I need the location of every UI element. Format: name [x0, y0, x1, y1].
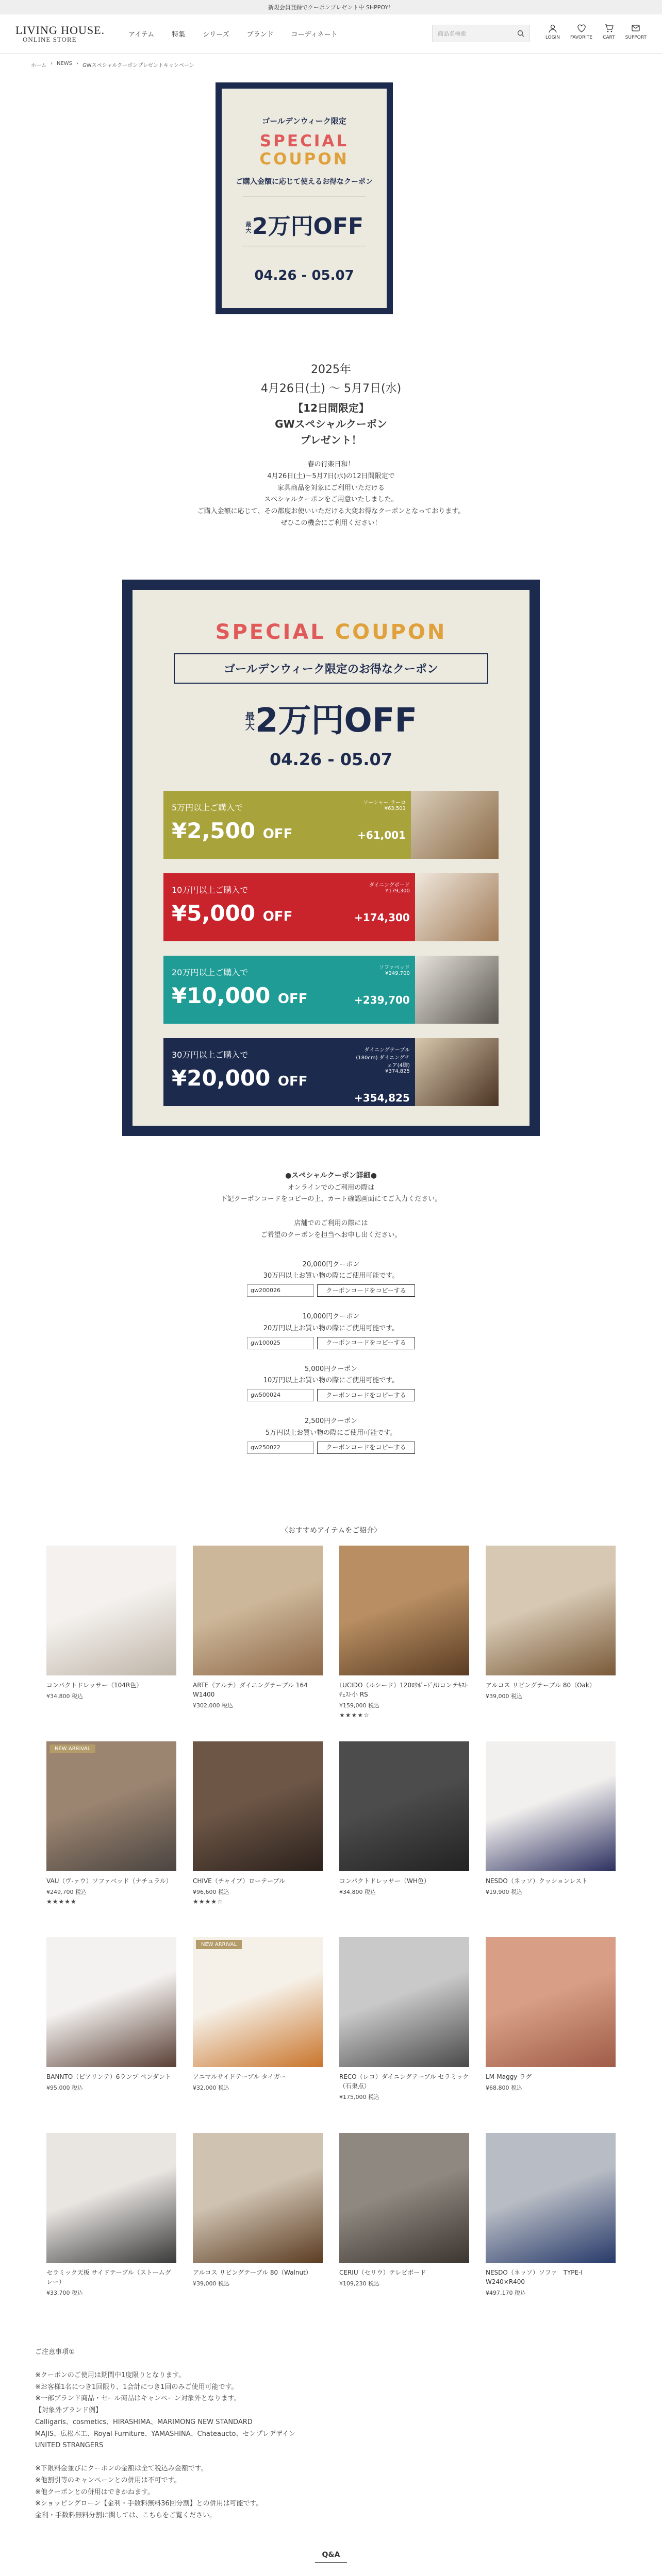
- nav-item-coordinate[interactable]: コーディネート: [291, 31, 338, 39]
- nav-item-features[interactable]: 特集: [172, 31, 186, 39]
- product-image[interactable]: [486, 1937, 616, 2067]
- product-image[interactable]: [193, 1937, 323, 2067]
- nav-item-series[interactable]: シリーズ: [203, 31, 229, 39]
- note-line: ※ショッピングローン【金利・手数料無料36回分割】との併用は可能です。: [35, 2500, 263, 2508]
- product-card[interactable]: [193, 1741, 323, 1905]
- campaign-banner-top: ゴールデンウィーク限定 SPECIAL COUPON ご購入金額に応じて使えるお得なクーポン 最大2万円OFF 04.26 - 05.07: [216, 82, 393, 314]
- rating-stars: ★★★★☆: [193, 1898, 223, 1905]
- search-icon[interactable]: [517, 30, 524, 37]
- search-input[interactable]: 商品名検索: [432, 25, 530, 42]
- product-price: ¥19,900 税込: [486, 1889, 522, 1895]
- note-line: MAJIS、広松木工、Royal Furniture、YAMASHINA、Chateaucto、センプレデザイン: [35, 2430, 295, 2438]
- support-icon: [631, 24, 640, 33]
- product-card[interactable]: [486, 2133, 616, 2297]
- product-name[interactable]: LUCIDO（ルシード）120ﾛｳﾎﾞｰﾄﾞ/Uコンテｷｽﾄﾁｪｽﾄ小 RS: [339, 1682, 468, 1698]
- product-image[interactable]: [46, 2133, 176, 2263]
- cart-icon: [604, 24, 614, 33]
- note-line: ご注意事項①: [35, 2348, 75, 2356]
- coupon-item: 20,000円クーポン 30万円以上お買い物の際にご使用可能です。 gw200026 クーポンコードをコピーする: [0, 1259, 662, 1297]
- site-header: [0, 14, 662, 54]
- coupon-tier-4: 30万円以上ご購入で ¥20,000 OFF ダイニングテーブル(180cm) ダイニングチェア(4脚) ¥374,825 +354,825: [163, 1038, 499, 1106]
- product-name[interactable]: NESDO（ネッソ）クッションレスト: [486, 1877, 588, 1885]
- qa-section: [0, 2549, 662, 2576]
- product-image[interactable]: [486, 2133, 616, 2263]
- product-image[interactable]: [46, 1937, 176, 2067]
- product-card[interactable]: [486, 1741, 616, 1896]
- note-line: ※他割引等のキャンペーンとの併用は不可です。: [35, 2476, 181, 2484]
- breadcrumb-current: GWスペシャルクーポンプレゼントキャンペーン: [82, 63, 194, 69]
- heart-icon: [577, 24, 586, 33]
- notes-section: [35, 2347, 499, 2522]
- product-name[interactable]: BANNTO（ビアリンテ）6ランプ ペンダント: [46, 2073, 171, 2080]
- product-image[interactable]: [193, 1741, 323, 1871]
- coupon-info: ●スペシャルクーポン詳細● オンラインでのご利用の際は 下記クーポンコードをコピーの上、カート確認画面にてご入力ください。 店舗でのご利用の際には ご希望のクーポンを担当へお申し出ください。 20,000円クーポン 30万円以上お買い物の際にご使用可能です。 gw200026 クーポンコードをコピーする 10,000円クーポン 20万円以上お買い物の際にご使用可能です。 gw100025 クーポンコードをコピーする 5,000円クーポン 10万円以上お買い物の際にご使用可能です。 gw500024 クーポンコードをコピーする 2,500円クーポン 5万円以上お買い物の際にご使用可能です。 gw250022 クーポンコードをコピーする: [0, 1170, 662, 1454]
- product-card[interactable]: [339, 1741, 469, 1896]
- special-coupon-title: SPECIAL COUPON: [215, 620, 447, 644]
- coupon-code-field[interactable]: gw250022: [247, 1442, 314, 1454]
- note-line: [35, 2452, 499, 2463]
- product-price: ¥175,000 税込: [339, 2094, 379, 2100]
- coupon-code-field[interactable]: gw500024: [247, 1389, 314, 1401]
- breadcrumb: ホーム › NEWS › GWスペシャルクーポンプレゼントキャンペーン: [31, 61, 194, 69]
- product-name[interactable]: CERIU（セリウ）テレビボード: [339, 2269, 426, 2276]
- product-price: ¥95,000 税込: [46, 2084, 83, 2091]
- coupon-code-field[interactable]: gw100025: [247, 1337, 314, 1349]
- product-image[interactable]: [486, 1741, 616, 1871]
- product-price: ¥68,800 税込: [486, 2084, 522, 2091]
- product-image[interactable]: [486, 1546, 616, 1675]
- qa-title: Q&A: [315, 2551, 347, 2563]
- product-card[interactable]: [339, 2133, 469, 2287]
- copy-coupon-button[interactable]: クーポンコードをコピーする: [317, 1337, 415, 1349]
- copy-coupon-button[interactable]: クーポンコードをコピーする: [317, 1284, 415, 1297]
- product-name[interactable]: コンパクトドレッサー（WH色）: [339, 1877, 430, 1885]
- product-image[interactable]: [46, 1741, 176, 1871]
- product-price: ¥109,230 税込: [339, 2280, 379, 2287]
- product-image[interactable]: [339, 1546, 469, 1675]
- product-price: ¥497,170 税込: [486, 2290, 526, 2296]
- new-arrival-badge: NEW ARRIVAL: [196, 1940, 242, 1949]
- product-name[interactable]: コンパクトドレッサー（104R色）: [46, 1682, 143, 1689]
- product-price: ¥34,800 税込: [339, 1889, 376, 1895]
- global-nav: [128, 29, 338, 39]
- coupon-tier-1: 5万円以上ご購入で ¥2,500 OFF ソーシャー ラーロ ¥63,501 +61,001: [163, 791, 499, 859]
- tier-product-image: [415, 873, 499, 941]
- campaign-intro: 2025年 4月26日(土) 〜 5月7日(水) 【12日間限定】 GWスペシャルクーポン プレゼント！ 春の行楽日和！ 4月26日(土)〜5月7日(水)の12日間限定で 家具商品を対象にご利用いただける スペシャルクーポンをご用意いたしました。 ご購入金額に応じて、その都度お使いいただける大変お得なクーポンとなっております。 ぜひこの機会にご利用ください！: [197, 363, 465, 527]
- copy-coupon-button[interactable]: クーポンコードをコピーする: [317, 1442, 415, 1454]
- product-name[interactable]: CHIVE（チャイブ）ローテーブル: [193, 1877, 286, 1885]
- product-card[interactable]: [46, 1741, 176, 1905]
- product-card[interactable]: [486, 1937, 616, 2092]
- recommend-title: 〈おすすめアイテムをご紹介〉: [280, 1527, 382, 1535]
- product-price: ¥39,000 税込: [486, 1693, 522, 1700]
- product-name[interactable]: アルコス リビングテーブル 80（Oak）: [486, 1682, 595, 1689]
- new-arrival-badge: NEW ARRIVAL: [49, 1744, 95, 1753]
- coupon-tier-3: 20万円以上ご購入で ¥10,000 OFF ソファベッド ¥249,700 +239,700: [163, 956, 499, 1024]
- coupon-item: 5,000円クーポン 10万円以上お買い物の際にご使用可能です。 gw500024 クーポンコードをコピーする: [0, 1364, 662, 1402]
- product-card[interactable]: [46, 1937, 176, 2092]
- cart-button[interactable]: CART: [603, 24, 615, 40]
- product-price: ¥96,600 税込: [193, 1889, 229, 1895]
- product-name[interactable]: RECO（レコ）ダイニングテーブル セラミック（石巣点）: [339, 2073, 469, 2090]
- product-price: ¥39,000 税込: [193, 2280, 229, 2287]
- product-image[interactable]: [193, 1546, 323, 1675]
- coupon-item: 2,500円クーポン 5万円以上お買い物の際にご使用可能です。 gw250022 クーポンコードをコピーする: [0, 1416, 662, 1454]
- product-card[interactable]: [193, 2133, 323, 2287]
- product-name[interactable]: LM-Maggy ラグ: [486, 2073, 532, 2080]
- product-name[interactable]: ARTE（アルテ）ダイニングテーブル 164 W1400: [193, 1682, 308, 1698]
- coupon-code-field[interactable]: gw200026: [247, 1284, 314, 1297]
- note-line: UNITED STRANGERS: [35, 2442, 104, 2450]
- tier-product-image: [415, 956, 499, 1024]
- product-price: ¥249,700 税込: [46, 1889, 87, 1895]
- site-logo[interactable]: LIVING HOUSE. ONLINE STORE: [15, 24, 105, 43]
- note-line: 金利・手数料無料分割に関しては、こちらをご覧ください。: [35, 2512, 217, 2519]
- note-line: ※一部ブランド商品・セール商品はキャンペーン対象外となります。: [35, 2395, 241, 2403]
- product-image[interactable]: [46, 1546, 176, 1675]
- product-price: ¥32,000 税込: [193, 2084, 229, 2091]
- rating-stars: ★★★★☆: [339, 1711, 370, 1719]
- breadcrumb-news[interactable]: NEWS: [57, 61, 73, 66]
- product-name[interactable]: VAU（ヴ-ァウ）ソファベッド（ナチュラル）: [46, 1877, 172, 1885]
- coupon-tier-2: 10万円以上ご購入で ¥5,000 OFF ダイニングボード ¥179,300 +174,300: [163, 873, 499, 941]
- announcement-bar: 新規会員登録でクーポンプレゼント中 SHPPOY！: [0, 0, 662, 14]
- product-image[interactable]: [193, 2133, 323, 2263]
- product-price: ¥302,000 税込: [193, 1702, 233, 1709]
- favorite-button[interactable]: FAVORITE: [570, 24, 592, 40]
- product-card[interactable]: [486, 1546, 616, 1700]
- note-line: Calligaris、cosmetics、HIRASHIMA、MARIMONG NEW STANDARD: [35, 2418, 253, 2426]
- note-line: 【対象外ブランド例】: [35, 2406, 103, 2414]
- product-price: ¥34,800 税込: [46, 1693, 83, 1700]
- product-name[interactable]: NESDO（ネッソ）ソファ TYPE-I W240×R400: [486, 2269, 583, 2285]
- note-line: ※お客様1名につき1回限り、1会計につき1回のみご使用可能です。: [35, 2383, 238, 2391]
- campaign-banner-detail: SPECIAL COUPON ゴールデンウィーク限定のお得なクーポン 最大2万円OFF 04.26 - 05.07 5万円以上ご購入で ¥2,500 OFF ソーシャー ラーロ ¥63,501 +61,001 10万円以上ご購入で ¥5,000 OFF ダイニングボード ¥179,300 +174,300 20万円以上ご購入で ¥10,000 OFF ソファベッド ¥249,700 +239,700 30万円以上ご購入で ¥20,000 OFF ダイニングテーブル(180cm) ダイニングチェア(4脚) ¥374,825 +354,825: [122, 580, 540, 1136]
- product-name[interactable]: アルコス リビングテーブル 80（Walnut）: [193, 2269, 312, 2276]
- product-card[interactable]: [193, 1546, 323, 1709]
- nav-item-brand[interactable]: ブランド: [246, 31, 274, 39]
- product-card[interactable]: [46, 2133, 176, 2297]
- tier-product-image: [411, 791, 499, 859]
- login-icon: [548, 24, 557, 33]
- note-line: [35, 2359, 499, 2370]
- product-image[interactable]: [339, 2133, 469, 2263]
- note-line: ※他クーポンとの併用はできかねます。: [35, 2488, 154, 2496]
- login-button[interactable]: LOGIN: [545, 24, 560, 40]
- nav-item-items[interactable]: アイテム: [128, 31, 155, 39]
- product-card[interactable]: [46, 1546, 176, 1700]
- product-name[interactable]: アニマルサイドテーブル タイガー: [193, 2073, 286, 2080]
- support-button[interactable]: SUPPORT: [625, 24, 647, 40]
- tier-product-image: [415, 1038, 499, 1106]
- product-name[interactable]: セラミック天板 サイドテーブル（ストームグレー）: [46, 2269, 171, 2285]
- product-card[interactable]: [339, 1546, 469, 1719]
- copy-coupon-button[interactable]: クーポンコードをコピーする: [317, 1389, 415, 1401]
- coupon-item: 10,000円クーポン 20万円以上お買い物の際にご使用可能です。 gw100025 クーポンコードをコピーする: [0, 1311, 662, 1349]
- product-image[interactable]: [339, 1937, 469, 2067]
- product-card[interactable]: [339, 1937, 469, 2101]
- note-line: ※下限料金並びにクーポンの金額は全て税込み金額です。: [35, 2465, 208, 2472]
- product-price: ¥33,700 税込: [46, 2290, 83, 2296]
- product-card[interactable]: [193, 1937, 323, 2092]
- product-image[interactable]: [339, 1741, 469, 1871]
- special-coupon-title: SPECIAL COUPON: [259, 132, 349, 168]
- breadcrumb-home[interactable]: ホーム: [31, 63, 46, 69]
- rating-stars: ★★★★★: [46, 1898, 77, 1905]
- note-line: ※クーポンのご使用は期間中1度限りとなります。: [35, 2371, 186, 2379]
- product-price: ¥159,000 税込: [339, 1702, 379, 1709]
